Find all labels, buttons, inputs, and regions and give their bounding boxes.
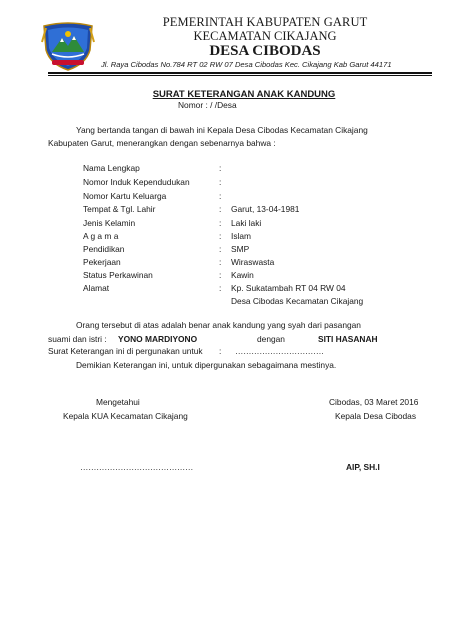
right-sign-role: Kepala Desa Cibodas [335,411,417,421]
father-name: YONO MARDIYONO [118,334,198,344]
field-colon: : [219,270,222,280]
statement-line-1: Orang tersebut di atas adalah benar anak kandung yang syah dari pasangan [76,320,361,330]
field-value: Wiraswasta [231,257,275,267]
field-colon: : [219,204,222,214]
field-colon: : [219,177,222,187]
statement-line-2-prefix: suami dan istri : [48,334,107,344]
field-label: Jenis Kelamin [83,218,136,228]
field-value: Garut, 13-04-1981 [231,204,300,214]
statement-connector: dengan [257,334,285,344]
letterhead-rule-thick [48,72,432,74]
field-value: Laki laki [231,218,262,228]
field-label: Alamat [83,283,110,293]
statement-line-3: Surat Keterangan ini di pergunakan untuk [48,346,203,356]
field-label: A g a m a [83,231,119,241]
letterhead-kecamatan: KECAMATAN CIKAJANG [193,29,337,43]
letterhead-government: PEMERINTAH KABUPATEN GARUT [162,15,368,29]
letterhead-address: Jl. Raya Cibodas No.784 RT 02 RW 07 Desa Cibodas Kec. Cikajang Kab Garut 44171 [101,60,392,69]
field-label: Status Perkawinan [83,270,153,280]
document-title [0,89,474,100]
left-sign-name-blank: …………………………………… [80,462,194,472]
field-colon: : [219,244,222,254]
field-label: Pendidikan [83,244,125,254]
field-label: Nama Lengkap [83,163,140,173]
field-value: Islam [231,231,252,241]
left-sign-heading: Mengetahui [96,397,140,407]
letterhead-desa: DESA CIBODAS [209,43,321,59]
document-number: Nomor : / /Desa [178,100,237,110]
intro-line-1: Yang bertanda tangan di bawah ini Kepala Desa Cibodas Kecamatan Cikajang [76,125,368,135]
field-value: Kawin [231,270,254,280]
mother-name: SITI HASANAH [318,334,378,344]
intro-line-2: Kabupaten Garut, menerangkan dengan sebenarnya bahwa : [48,138,276,148]
letterhead-rule-thin [48,75,432,76]
field-colon: : [219,191,222,201]
field-colon: : [219,163,222,173]
address-line-2: Desa Cibodas Kecamatan Cikajang [231,296,364,306]
field-label: Pekerjaan [83,257,121,267]
field-colon: : [219,231,222,241]
right-sign-name: AIP, SH.I [346,462,380,472]
field-label: Tempat & Tgl. Lahir [83,204,156,214]
purpose-blank: …………………………… [235,346,324,356]
closing-statement: Demikian Keterangan ini, untuk dipergunakan sebagaimana mestinya. [76,360,337,370]
field-value: Kp. Sukatambah RT 04 RW 04 [231,283,346,293]
field-value: SMP [231,244,250,254]
field-colon: : [219,257,222,267]
left-sign-role: Kepala KUA Kecamatan Cikajang [63,411,188,421]
statement-line-3-colon: : [219,346,222,356]
field-label: Nomor Kartu Keluarga [83,191,167,201]
field-colon: : [219,283,222,293]
place-date: Cibodas, 03 Maret 2016 [329,397,419,407]
document-title-text: SURAT KETERANGAN ANAK KANDUNG [152,89,336,100]
field-colon: : [219,218,222,228]
field-label: Nomor Induk Kependudukan [83,177,190,187]
